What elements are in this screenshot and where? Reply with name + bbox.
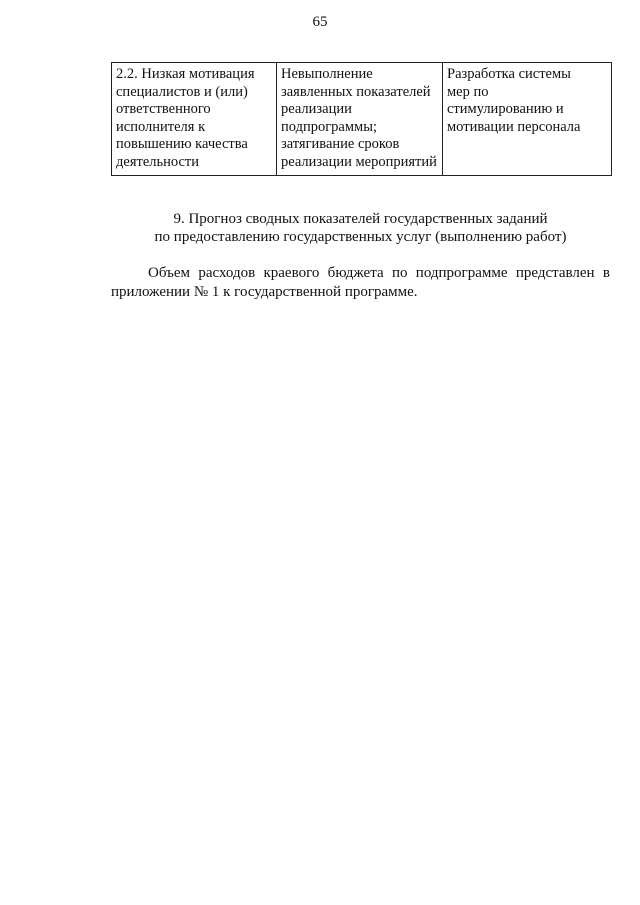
body-paragraph bbox=[111, 264, 610, 302]
page-number: 65 bbox=[312, 14, 328, 30]
risk-cell: 2.2. Низкая мотивация специалистов и (или) ответственного исполнителя к повышению качества деятельности bbox=[112, 63, 277, 176]
paragraph-line-2: приложении № 1 к государственной программе. bbox=[111, 284, 418, 300]
section-heading bbox=[111, 210, 610, 246]
section-heading-line-1: 9. Прогноз сводных показателей государственных заданий bbox=[173, 211, 548, 227]
paragraph-line-1: Объем расходов краевого бюджета по подпрограмме представлен в bbox=[148, 265, 610, 281]
section-heading-line-2: по предоставлению государственных услуг (выполнению работ) bbox=[154, 229, 567, 245]
table-row bbox=[112, 63, 612, 176]
measures-cell: Разработка системы мер по стимулированию и мотивации персонала bbox=[443, 63, 612, 176]
risk-table bbox=[111, 62, 612, 176]
consequence-cell: Невыполнение заявленных показателей реализации подпрограммы; затягивание сроков реализации мероприятий bbox=[277, 63, 443, 176]
